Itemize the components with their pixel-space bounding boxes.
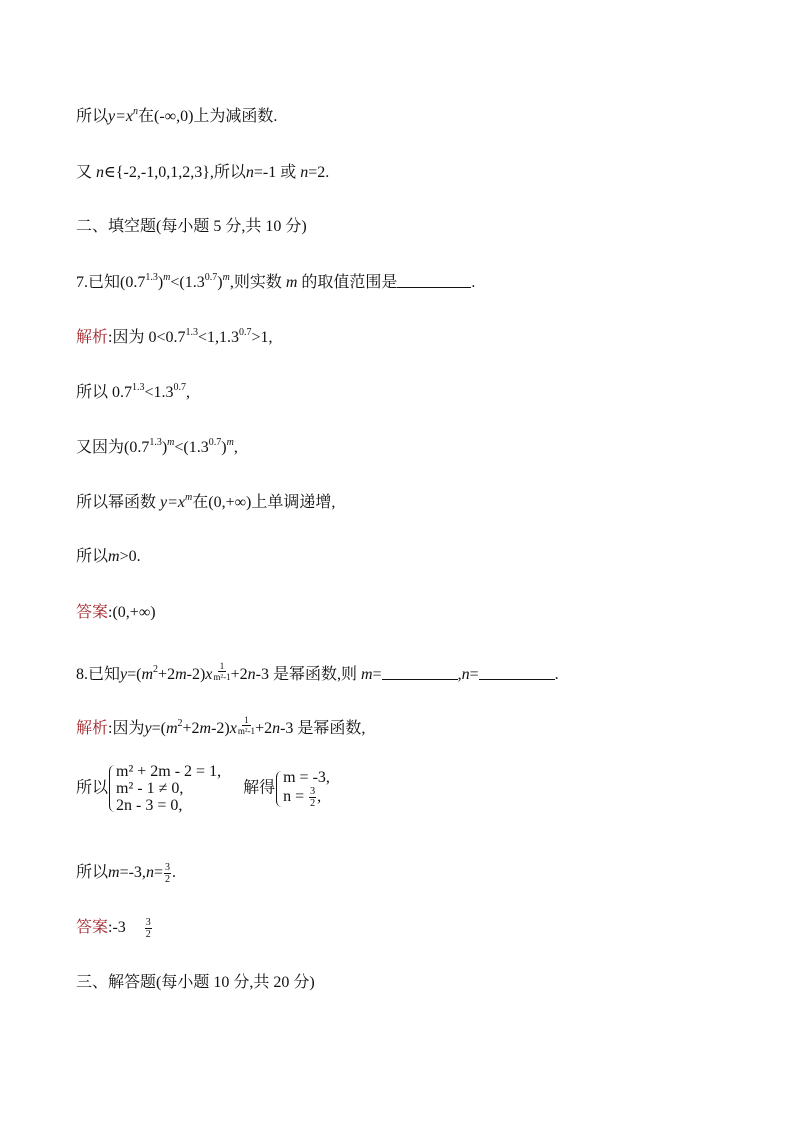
fraction: $\frac{3}{2}$ [310,785,316,809]
fraction: $\frac{3}{2}$ [164,862,170,885]
answer-label: 答案 [76,919,109,937]
answer-blank[interactable] [397,273,471,288]
analysis-label: 解析 [76,720,109,737]
answer-8: 答案:-3 $\frac{3}{2}$ [76,917,151,940]
question-7: 7.已知$(0.7^{1.3})^m<(1.3^{0.7})^m$,则实数 m 的取值范围是 . [76,272,476,291]
answer-label: 答案 [76,604,109,621]
line-2: 又 n∈{-2,-1,0,1,2,3},所以n=-1 或 n=2. [76,164,330,181]
analysis-7-line-1: 解析:因为 $0<0.7^{1.3}<1,1.3^{0.7}>1$, [76,327,273,346]
analysis-8-conclusion: 所以m=-3,n= $\frac{3}{2}$ . [76,862,176,885]
analysis-7-line-3: 又因为$(0.7^{1.3})^m<(1.3^{0.7})^m$, [76,437,238,456]
exponent-fraction: $\frac{1}{\text{m²-1}}$ [213,661,231,682]
answer-blank-m[interactable] [382,665,458,680]
equation-system: m² + 2m - 2 = 1, m² - 1 ≠ 0, 2n - 3 = 0, [108,763,221,814]
answer-blank-n[interactable] [479,665,555,680]
section-heading-answer-questions: 三、解答题(每小题 10 分,共 20 分) [76,974,315,991]
analysis-7-line-2: 所以 $0.7^{1.3}<1.3^{0.7}$, [76,382,191,401]
fraction: $\frac{3}{2}$ [145,917,151,940]
question-8: 8.已知$y=(m^2+2m-2)x$ $\frac{1}{\text{m²-1}}$ +2n-3 是幂函数,则 m= ,n= . [76,661,559,683]
analysis-8-system: 所以 m² + 2m - 2 = 1, m² - 1 ≠ 0, 2n - 3 = 0, 解得 m = -3, n = $\frac{3}{2}$ , [76,763,330,814]
analysis-7-line-5: 所以m>0. [76,548,141,565]
solution-system: m = -3, n = $\frac{3}{2}$ , [275,769,330,809]
exponent-fraction: $\frac{1}{\text{m²-1}}$ [237,715,256,736]
line-1: 所以$y=x^n$在(-∞,0)上为减函数. [76,106,278,125]
answer-7: 答案:(0,+∞) [76,604,156,621]
analysis-label: 解析 [76,329,109,346]
section-heading-fill-blank: 二、填空题(每小题 5 分,共 10 分) [76,218,307,235]
analysis-8-line-1: 解析:因为$y=(m^2+2m-2)x$ $\frac{1}{\text{m²-1}}$ +2n-3 是幂函数, [76,715,366,737]
analysis-7-line-4: 所以幂函数 $y=x^m$在(0,+∞)上单调递增, [76,492,336,511]
